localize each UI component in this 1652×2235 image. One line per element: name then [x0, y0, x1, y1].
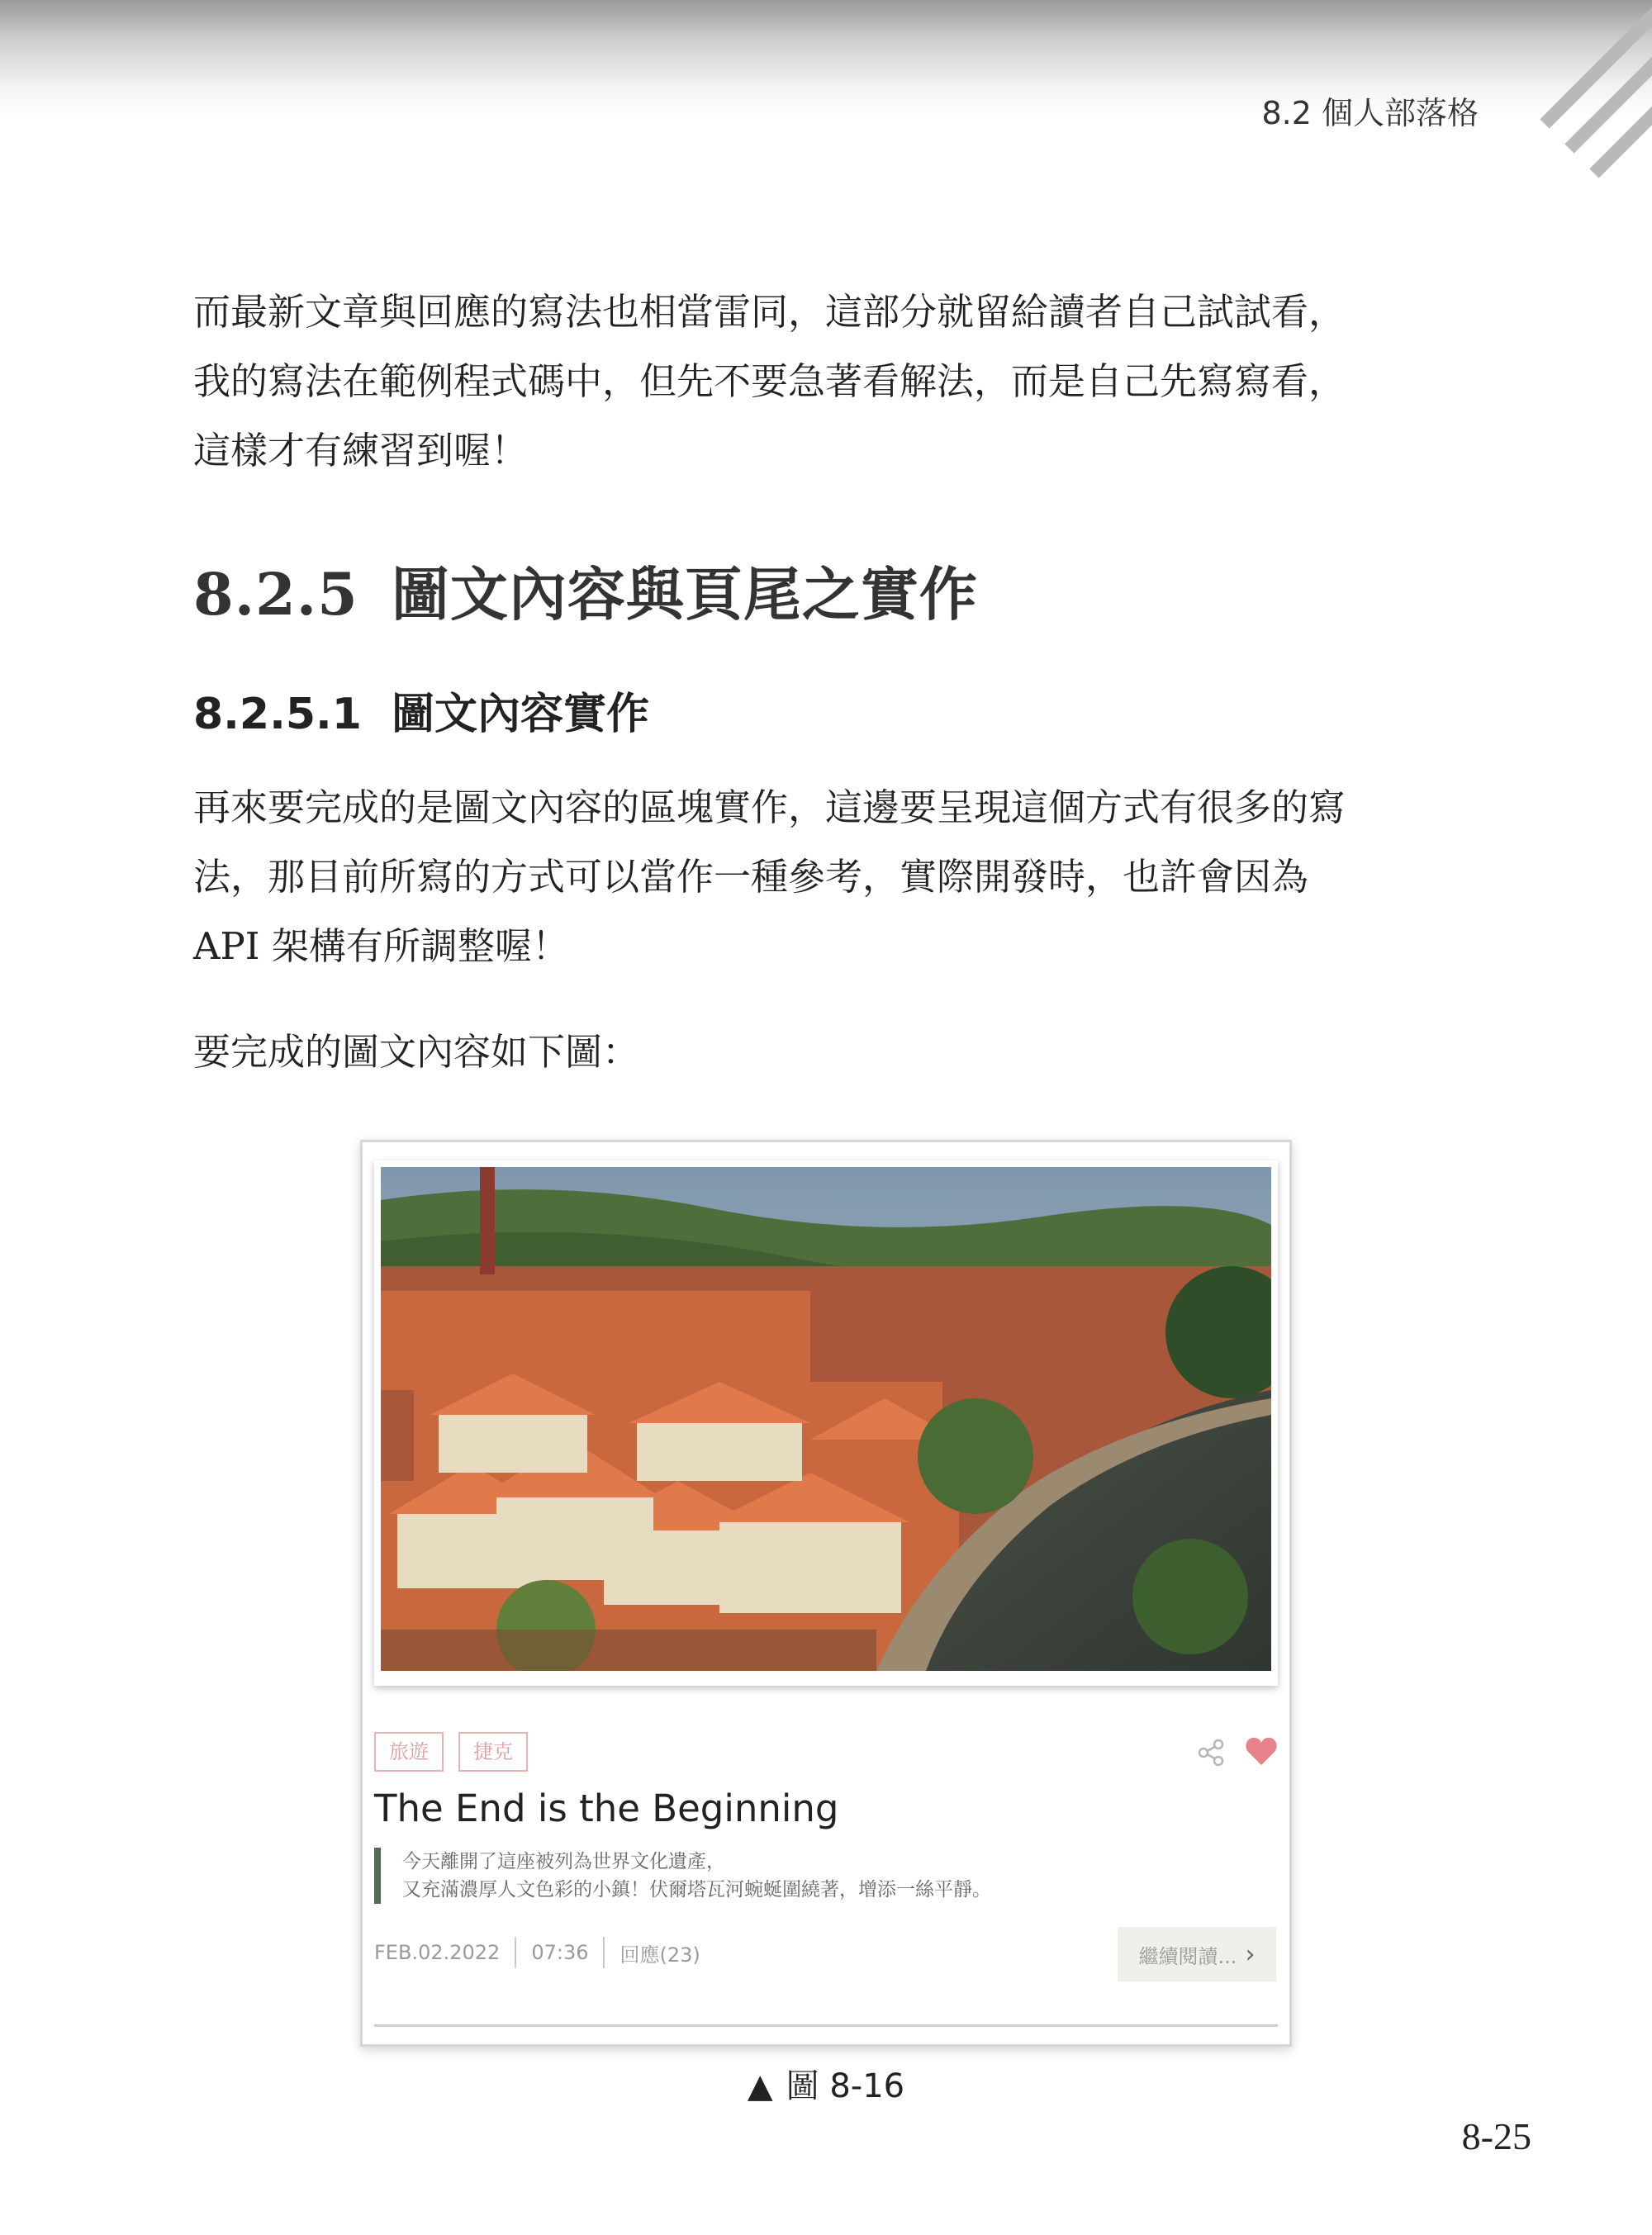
text-line: 再來要完成的是圖文內容的區塊實作，這邊要呈現這個方式有很多的寫 [193, 785, 1346, 829]
text-line: API 架構有所調整喔！ [193, 924, 569, 968]
excerpt-line: 又充滿濃厚人文色彩的小鎮！伏爾塔瓦河蜿蜒圍繞著，增添一絲平靜。 [402, 1879, 991, 1900]
tag-list [374, 1732, 528, 1772]
subsection-title: 圖文內容實作 [392, 690, 650, 739]
town-river-photo [381, 1167, 1271, 1671]
text-line: 法，那目前所寫的方式可以當作一種參考，實際開發時，也許會因為 [193, 855, 1309, 899]
post-excerpt [374, 1848, 1278, 1904]
figure-caption-text: 圖 8-16 [786, 2067, 905, 2105]
section-heading [193, 548, 978, 632]
triangle-icon: ▲ [747, 2067, 773, 2105]
corner-stripes [1520, 0, 1652, 198]
chevron-right-icon: › [1245, 1939, 1256, 1969]
tag-czech[interactable]: 捷克 [458, 1732, 528, 1772]
post-title[interactable]: The End is the Beginning [374, 1787, 839, 1830]
card-divider [374, 2024, 1278, 2027]
text-line: 而最新文章與回應的寫法也相當雷同，這部分就留給讀者自己試試看， [193, 290, 1346, 334]
meta-divider [603, 1937, 605, 1968]
heart-icon[interactable] [1245, 1735, 1278, 1767]
figure-caption [0, 2060, 1652, 2107]
subsection-number: 8.2.5.1 [193, 690, 362, 739]
text-line: 這樣才有練習到喔！ [193, 429, 529, 472]
share-icon[interactable] [1197, 1739, 1225, 1767]
lead-in-text: 要完成的圖文內容如下圖： [193, 1030, 640, 1074]
read-more-label: 繼續閱讀... [1138, 1944, 1237, 1968]
subsection-heading [193, 679, 649, 741]
blog-post-card-figure [360, 1140, 1292, 2047]
tag-travel[interactable]: 旅遊 [374, 1732, 444, 1772]
post-time: 07:36 [531, 1941, 589, 1964]
meta-divider [515, 1937, 516, 1968]
intro-paragraph [193, 278, 1482, 486]
body-paragraph [193, 773, 1482, 981]
post-date: FEB.02.2022 [374, 1941, 501, 1964]
section-number: 8.2.5 [193, 560, 358, 629]
excerpt-line: 今天離開了這座被列為世界文化遺產， [402, 1851, 725, 1872]
running-header: 8.2 個人部落格 [1261, 95, 1479, 131]
post-meta [374, 1937, 700, 1968]
post-image-frame [374, 1160, 1278, 1686]
section-title: 圖文內容與頁尾之實作 [391, 560, 978, 629]
page-number: 8-25 [1461, 2115, 1531, 2157]
comment-count[interactable]: 回應(23) [620, 1943, 700, 1967]
text-line: 我的寫法在範例程式碼中，但先不要急著看解法，而是自己先寫寫看， [193, 359, 1346, 403]
read-more-button[interactable] [1118, 1927, 1276, 1981]
